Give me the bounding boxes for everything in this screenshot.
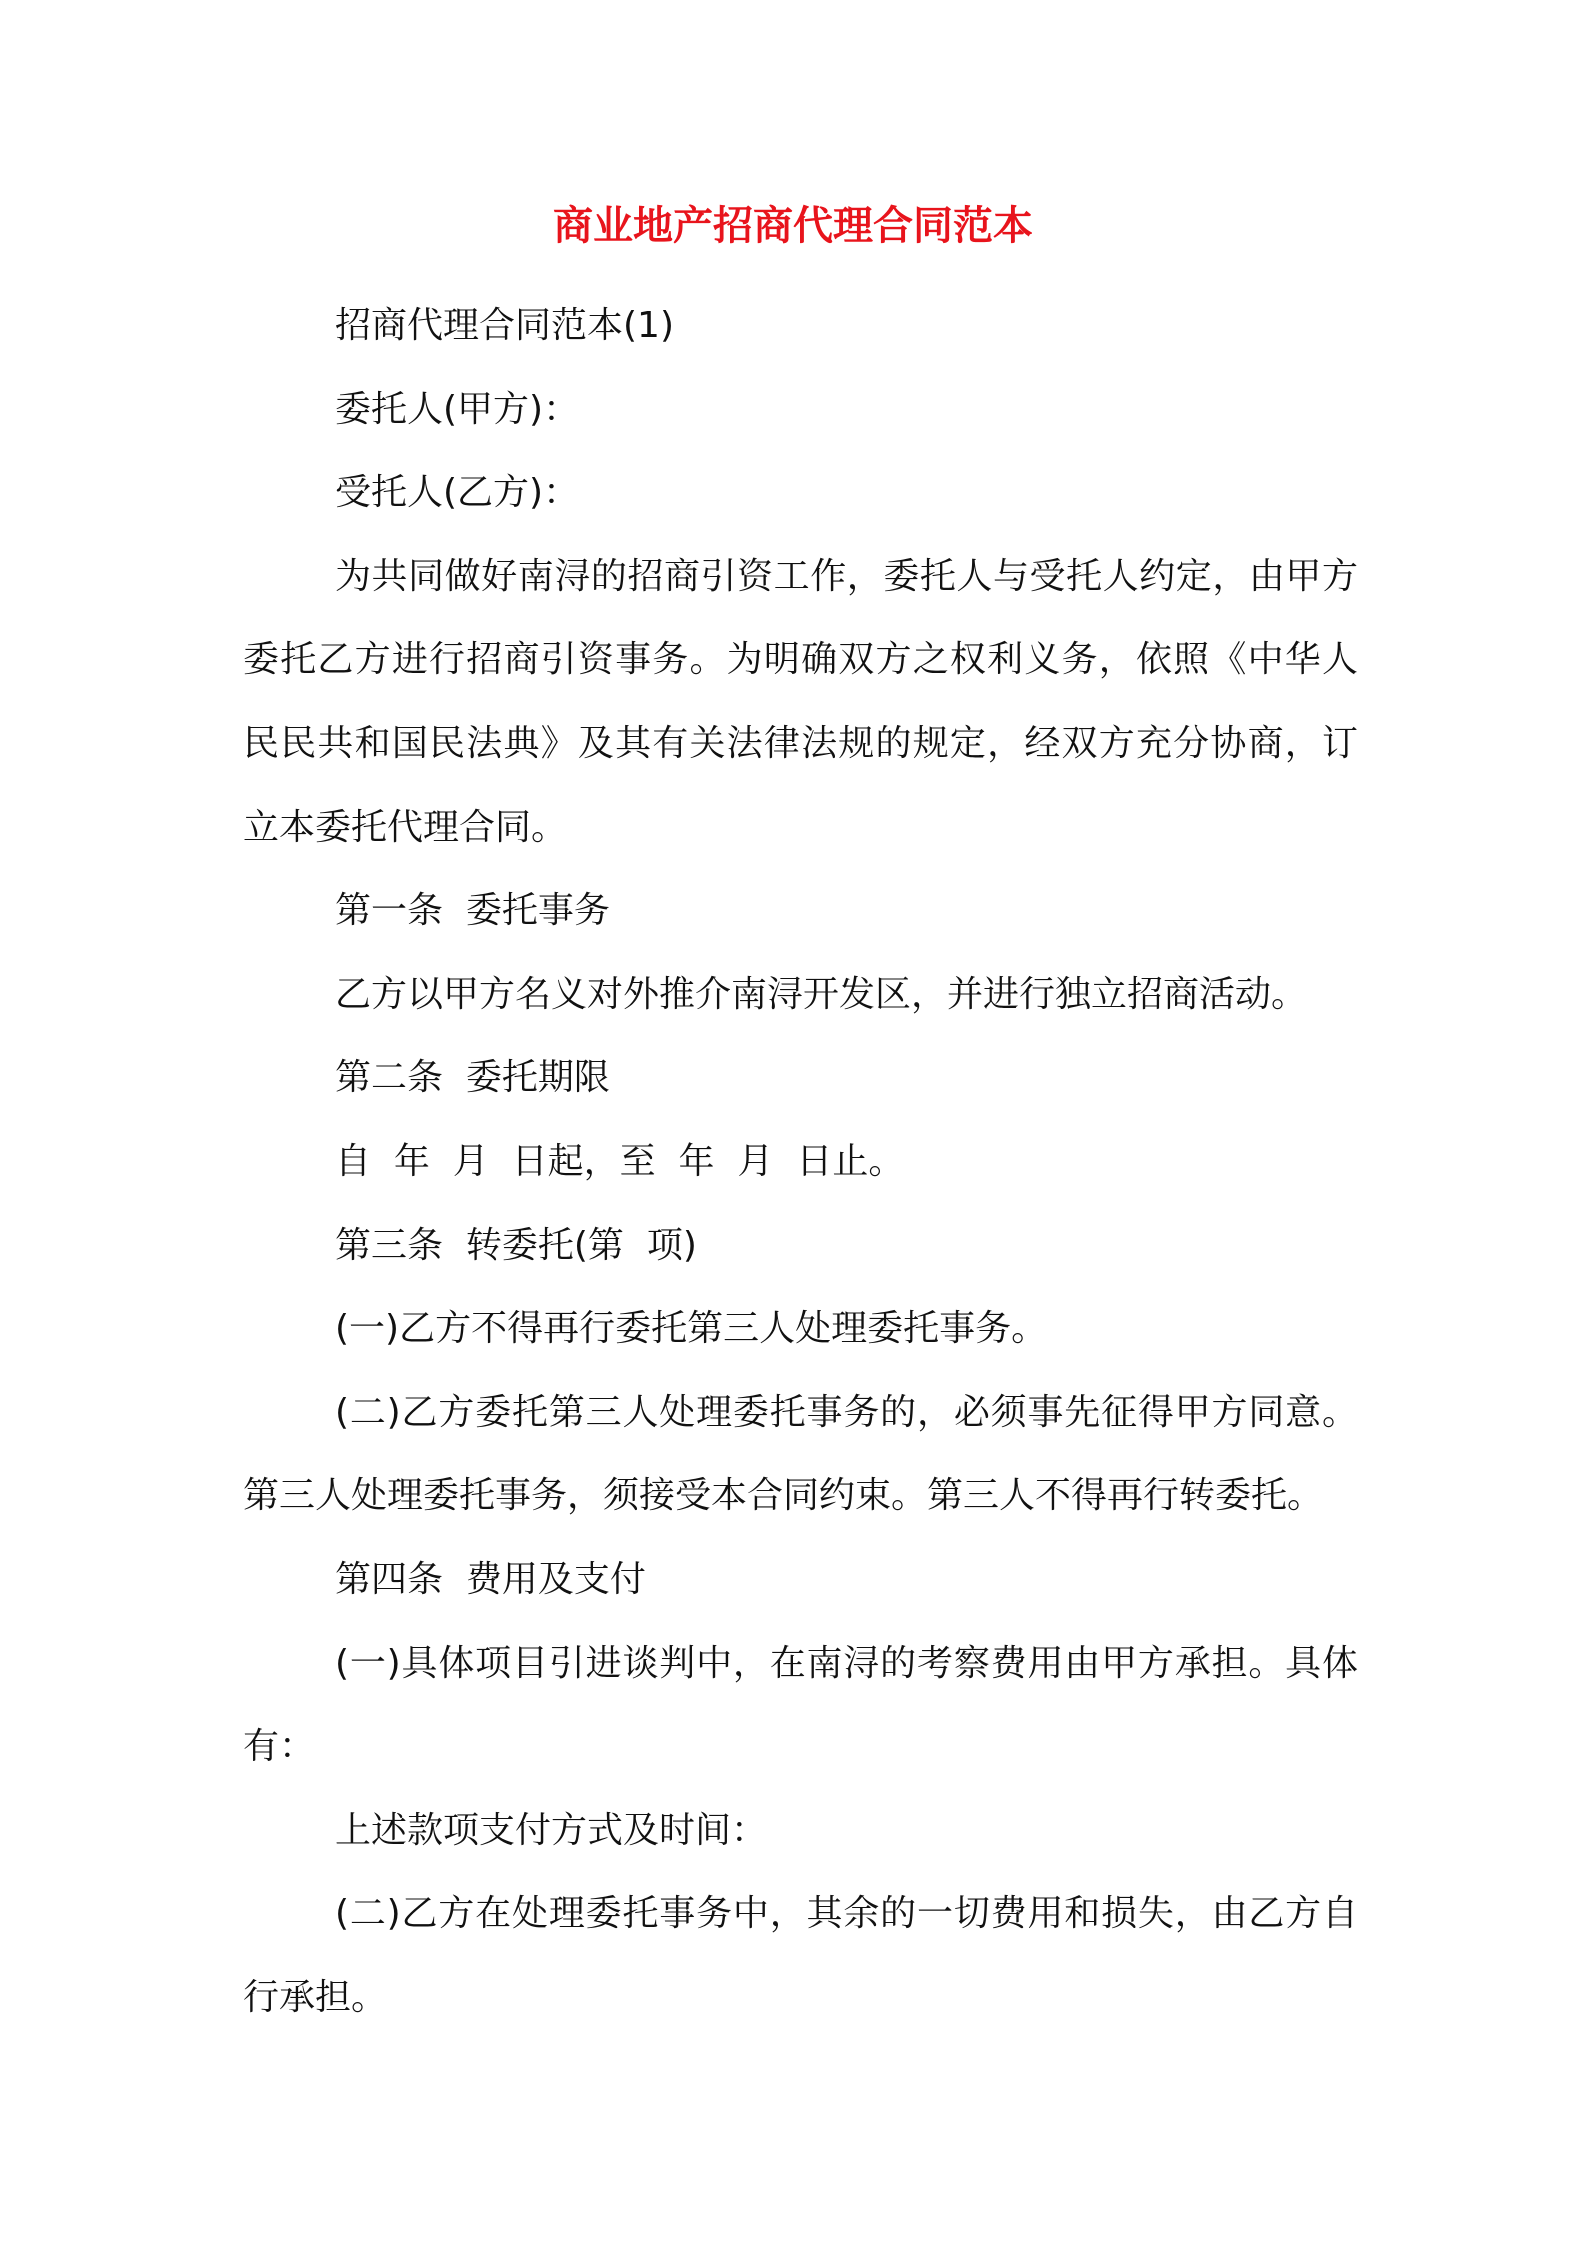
article-3-heading: 第三条 转委托(第 项)	[335, 1224, 697, 1266]
article-4-item-1: (一)具体项目引进谈判中，在南浔的考察费用由甲方承担。具体有：	[243, 1642, 1358, 1768]
paragraph-party-a: 委托人(甲方)：	[335, 388, 580, 430]
article-4-item-2: (二)乙方在处理委托事务中，其余的一切费用和损失，由乙方自行承担。	[243, 1893, 1358, 2018]
article-2-content: 自 年 月 日起，至 年 月 日止。	[335, 1140, 905, 1182]
document-body	[243, 284, 1358, 2039]
article-4-payment-method: 上述款项支付方式及时间：	[335, 1809, 768, 1851]
article-1-heading: 第一条 委托事务	[335, 890, 610, 932]
paragraph-preamble: 为共同做好南浔的招商引资工作，委托人与受托人约定，由甲方委托乙方进行招商引资事务。为明确双方之权利义务，依照《中华人民民共和国民法典》及其有关法律法规的规定，经双方充分协商，订立本委托代理合同。	[243, 555, 1358, 848]
paragraph-party-b: 受托人(乙方)：	[335, 472, 580, 514]
paragraph-contract-heading: 招商代理合同范本(1)	[335, 305, 674, 346]
article-2-heading: 第二条 委托期限	[335, 1057, 610, 1099]
article-3-item-1: (一)乙方不得再行委托第三人处理委托事务。	[335, 1308, 1048, 1350]
document-title: 商业地产招商代理合同范本	[553, 203, 1033, 249]
article-4-heading: 第四条 费用及支付	[335, 1558, 646, 1600]
article-1-content: 乙方以甲方名义对外推介南浔开发区，并进行独立招商活动。	[335, 973, 1308, 1015]
article-3-item-2: (二)乙方委托第三人处理委托事务的，必须事先征得甲方同意。第三人处理委托事务，须接受本合同约束。第三人不得再行转委托。	[243, 1391, 1358, 1517]
